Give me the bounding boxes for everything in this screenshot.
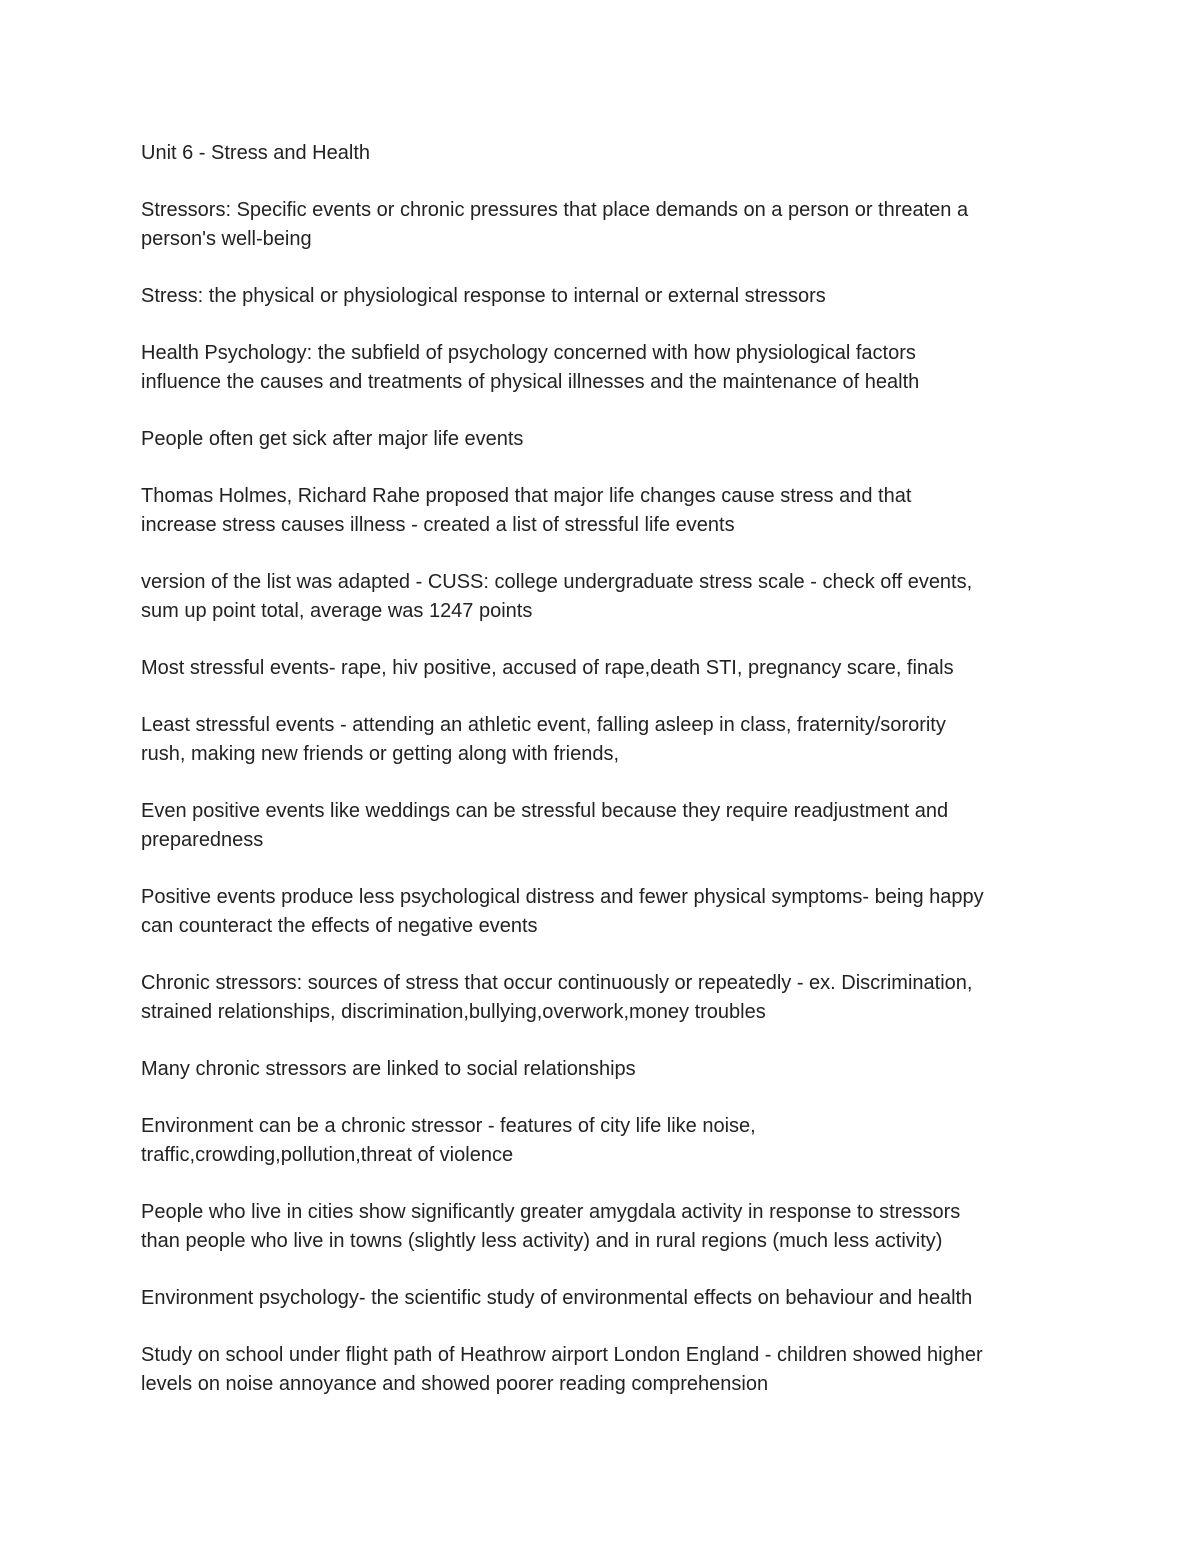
paragraph-line: version of the list was adapted - CUSS: college undergraduate stress scale - check off events, <box>141 571 973 593</box>
document-title <box>141 139 1071 168</box>
paragraph-line: Chronic stressors: sources of stress that occur continuously or repeatedly - ex. Discrimination, <box>141 972 973 994</box>
paragraph <box>141 1112 1071 1170</box>
document-title-line: Unit 6 - Stress and Health <box>141 142 370 164</box>
paragraph-line: People often get sick after major life events <box>141 428 524 450</box>
paragraph-line: People who live in cities show significantly greater amygdala activity in response to stressors <box>141 1201 961 1223</box>
paragraph <box>141 797 1071 855</box>
paragraph-line: can counteract the effects of negative events <box>141 915 538 937</box>
paragraph-line: strained relationships, discrimination,bullying,overwork,money troubles <box>141 1001 766 1023</box>
document-body <box>141 139 1071 1427</box>
paragraph-line: levels on noise annoyance and showed poorer reading comprehension <box>141 1373 769 1395</box>
paragraph <box>141 282 1071 311</box>
paragraph <box>141 425 1071 454</box>
paragraph-line: Least stressful events - attending an athletic event, falling asleep in class, fraternity/sorority <box>141 714 946 736</box>
paragraph <box>141 568 1071 626</box>
paragraph-line: Positive events produce less psychological distress and fewer physical symptoms- being happy <box>141 886 984 908</box>
paragraph-line: Thomas Holmes, Richard Rahe proposed that major life changes cause stress and that <box>141 485 912 507</box>
paragraph-line: Stress: the physical or physiological response to internal or external stressors <box>141 285 826 307</box>
paragraph-line: person's well-being <box>141 228 312 250</box>
paragraph-line: sum up point total, average was 1247 points <box>141 600 533 622</box>
paragraph <box>141 482 1071 540</box>
paragraph-line: Environment can be a chronic stressor - features of city life like noise, <box>141 1115 756 1137</box>
paragraph-line: Many chronic stressors are linked to social relationships <box>141 1058 636 1080</box>
paragraph <box>141 1198 1071 1256</box>
paragraph-line: Stressors: Specific events or chronic pressures that place demands on a person or threaten a <box>141 199 969 221</box>
paragraph-line: increase stress causes illness - created a list of stressful life events <box>141 514 735 536</box>
paragraph-line: Even positive events like weddings can be stressful because they require readjustment and <box>141 800 949 822</box>
paragraph <box>141 711 1071 769</box>
paragraph <box>141 339 1071 397</box>
paragraph-line: than people who live in towns (slightly less activity) and in rural regions (much less activity) <box>141 1230 943 1252</box>
paragraph-line: rush, making new friends or getting along with friends, <box>141 743 620 765</box>
paragraph-line: Most stressful events- rape, hiv positive, accused of rape,death STI, pregnancy scare, finals <box>141 657 954 679</box>
paragraph-line: traffic,crowding,pollution,threat of violence <box>141 1144 514 1166</box>
paragraph <box>141 196 1071 254</box>
paragraph <box>141 1341 1071 1399</box>
paragraph-line: Environment psychology- the scientific study of environmental effects on behaviour and health <box>141 1287 973 1309</box>
paragraph-line: Study on school under flight path of Heathrow airport London England - children showed higher <box>141 1344 983 1366</box>
paragraph <box>141 969 1071 1027</box>
paragraph-line: influence the causes and treatments of physical illnesses and the maintenance of health <box>141 371 920 393</box>
paragraph <box>141 1284 1071 1313</box>
paragraph-line: Health Psychology: the subfield of psychology concerned with how physiological factors <box>141 342 916 364</box>
paragraph <box>141 654 1071 683</box>
paragraph <box>141 883 1071 941</box>
paragraph-line: preparedness <box>141 829 264 851</box>
paragraph-list <box>141 196 1071 1399</box>
paragraph <box>141 1055 1071 1084</box>
